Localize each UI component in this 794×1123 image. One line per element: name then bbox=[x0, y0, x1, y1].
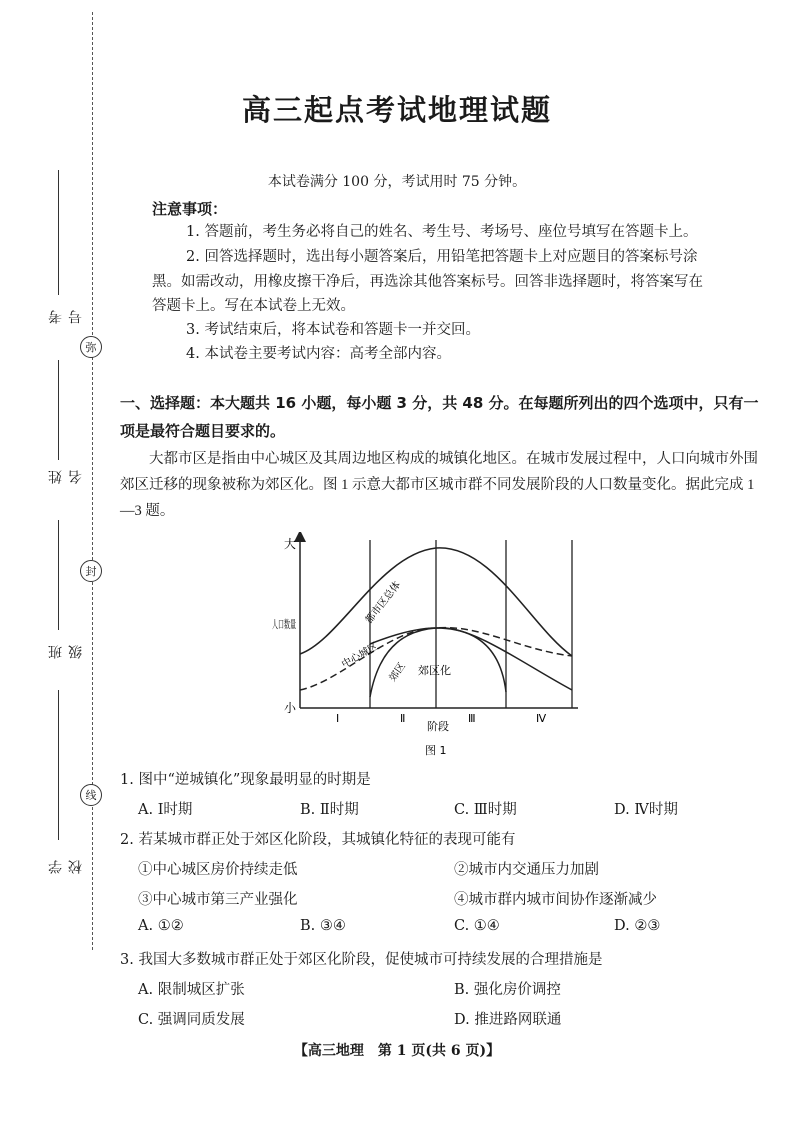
curve-label-suburbanization: 郊区化 bbox=[418, 664, 451, 677]
suburb-curve bbox=[370, 628, 506, 697]
stage-label-1: Ⅰ bbox=[336, 712, 340, 725]
seal-mark-mi: 弥 bbox=[80, 336, 102, 358]
field-label: 考号 bbox=[48, 310, 84, 324]
question-3-option-b[interactable]: B. 强化房价调控 bbox=[454, 982, 561, 998]
seal-mark-xian: 线 bbox=[80, 784, 102, 806]
question-3-option-c[interactable]: C. 强调同质发展 bbox=[138, 1012, 245, 1028]
question-1-option-a[interactable]: A. Ⅰ时期 bbox=[138, 802, 193, 818]
question-intro: 大都市区是指由中心城区及其周边地区构成的城镇化地区。在城市发展过程中，人口向城市外围郊区迁移的现象被称为郊区化。图 1 示意大都市区城市群不同发展阶段的人口数量变化。据此完成 1—3 题。 bbox=[120, 451, 758, 519]
page-title: 高三起点考试地理试题 bbox=[241, 93, 552, 127]
notice-item-3: 3. 考试结束后，将本试卷和答题卡一并交回。 bbox=[186, 322, 480, 338]
seal-mark-feng: 封 bbox=[80, 560, 102, 582]
question-1-stem: 1. 图中“逆城镇化”现象最明显的时期是 bbox=[120, 772, 371, 788]
curve-label-suburb: 郊区 bbox=[387, 661, 408, 684]
x-axis-title: 阶段 bbox=[427, 720, 449, 733]
notice-item-2-cont: 黑。如需改动，用橡皮擦干净后，再选涂其他答案标号。回答非选择题时，将答案写在 bbox=[152, 274, 703, 290]
question-1-option-b[interactable]: B. Ⅱ时期 bbox=[300, 802, 359, 818]
question-2-item-1: ①中心城区房价持续走低 bbox=[138, 862, 298, 878]
curve-label-central: 中心城区 bbox=[340, 641, 381, 671]
question-2-stem: 2. 若某城市群正处于郊区化阶段，其城镇化特征的表现可能有 bbox=[120, 832, 516, 848]
field-label: 姓名 bbox=[48, 470, 84, 484]
question-3-option-d[interactable]: D. 推进路网联通 bbox=[454, 1012, 562, 1028]
question-2-option-a[interactable]: A. ①② bbox=[138, 918, 184, 934]
stage-label-3: Ⅲ bbox=[468, 712, 476, 725]
question-1-option-d[interactable]: D. Ⅳ时期 bbox=[614, 802, 678, 818]
question-2-item-2: ②城市内交通压力加剧 bbox=[454, 862, 599, 878]
field-line bbox=[58, 360, 59, 460]
question-2-option-c[interactable]: C. ①④ bbox=[454, 918, 500, 934]
exam-info: 本试卷满分 100 分，考试用时 75 分钟。 bbox=[267, 174, 527, 190]
page-footer: 【高三地理 第 1 页(共 6 页)】 bbox=[293, 1043, 501, 1059]
notice-item-1: 1. 答题前，考生务必将自己的姓名、考生号、考场号、座位号填写在答题卡上。 bbox=[186, 224, 698, 240]
question-3-stem: 3. 我国大多数城市群正处于郊区化阶段，促使城市可持续发展的合理措施是 bbox=[120, 952, 603, 968]
field-line bbox=[58, 690, 59, 840]
figure-caption: 图 1 bbox=[425, 744, 447, 757]
notice-item-2: 2. 回答选择题时，选出每小题答案后，用铅笔把答题卡上对应题目的答案标号涂 bbox=[186, 249, 698, 265]
question-2-item-3: ③中心城市第三产业强化 bbox=[138, 892, 298, 908]
question-1-option-c[interactable]: C. Ⅲ时期 bbox=[454, 802, 517, 818]
question-2-option-d[interactable]: D. ②③ bbox=[614, 918, 661, 934]
field-label: 学校 bbox=[48, 860, 84, 874]
binding-dashed-line bbox=[92, 12, 93, 950]
figure-1-chart bbox=[270, 532, 590, 762]
field-label: 班级 bbox=[48, 645, 84, 659]
notice-item-2-cont2: 答题卡上。写在本试卷上无效。 bbox=[152, 298, 355, 314]
question-2-option-b[interactable]: B. ③④ bbox=[300, 918, 346, 934]
notice-item-4: 4. 本试卷主要考试内容：高考全部内容。 bbox=[186, 346, 451, 362]
notice-heading: 注意事项： bbox=[152, 200, 228, 218]
section-heading: 一、选择题：本大题共 16 小题，每小题 3 分，共 48 分。在每题所列出的四个选项中，只有一项是最符合题目要求的。 bbox=[120, 394, 759, 440]
y-axis-title: 人口数量 bbox=[272, 618, 316, 631]
stage-label-2: Ⅱ bbox=[400, 712, 406, 725]
question-3-option-a[interactable]: A. 限制城区扩张 bbox=[138, 982, 245, 998]
stage-label-4: Ⅳ bbox=[536, 712, 547, 725]
y-label-bottom: 小 bbox=[284, 701, 297, 715]
question-2-item-4: ④城市群内城市间协作逐渐减少 bbox=[454, 892, 657, 908]
field-line bbox=[58, 520, 59, 630]
y-label-top: 大 bbox=[284, 537, 297, 551]
curve-label-metro: 都市区总体 bbox=[363, 579, 404, 626]
